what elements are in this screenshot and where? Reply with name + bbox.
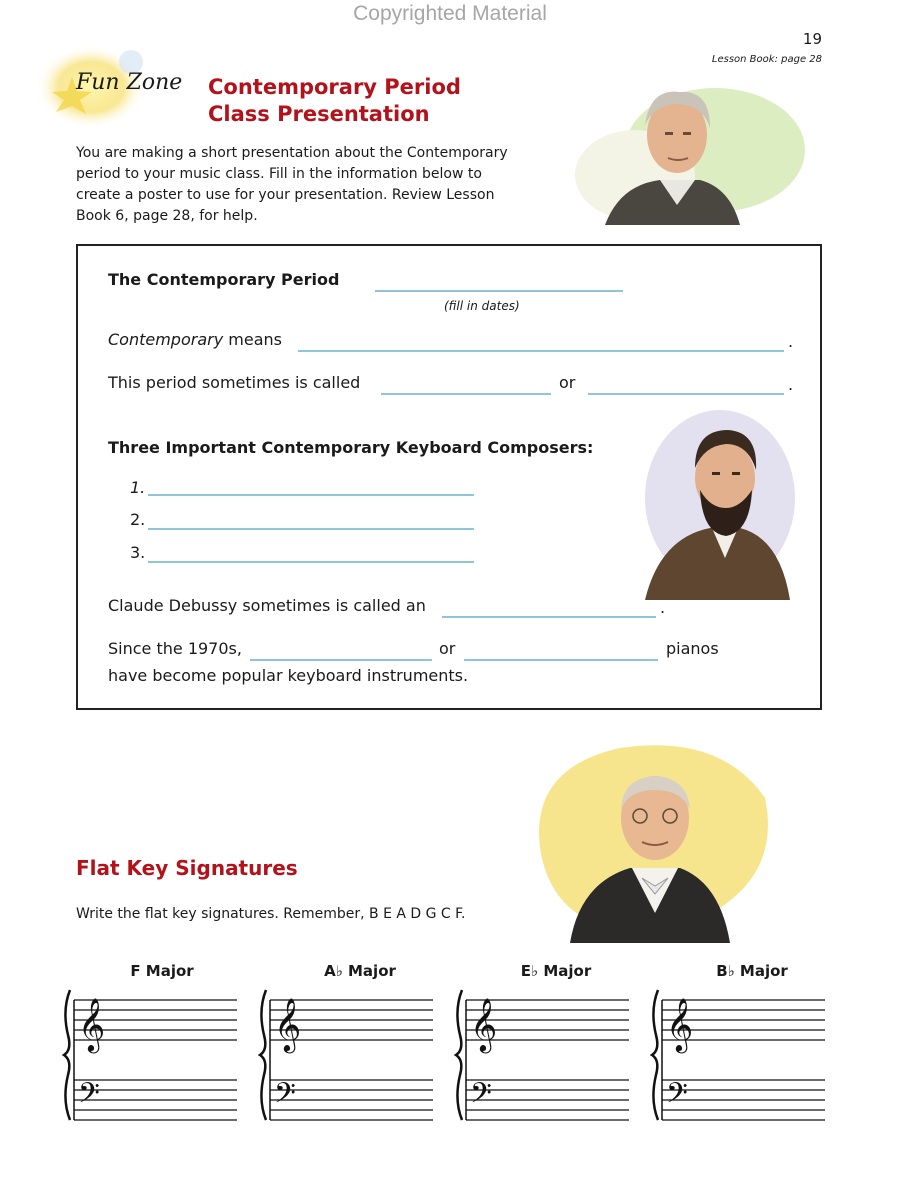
composer-portrait-1 bbox=[565, 80, 805, 225]
flat-keys-instruction: Write the flat key signatures. Remember, B E A D G C F. bbox=[76, 906, 466, 922]
poster-heading: The Contemporary Period bbox=[108, 270, 340, 289]
intro-line: Book 6, page 28, for help. bbox=[76, 208, 258, 224]
intro-paragraph bbox=[76, 143, 546, 227]
composer-number-3: 3. bbox=[130, 543, 146, 562]
section-title-flat-keys: Flat Key Signatures bbox=[76, 856, 298, 880]
dates-hint: (fill in dates) bbox=[444, 299, 520, 313]
composer-number-2: 2. bbox=[130, 510, 146, 529]
svg-text:𝄞: 𝄞 bbox=[78, 997, 106, 1051]
composer-blank-2[interactable] bbox=[148, 528, 474, 530]
period-mark: . bbox=[660, 598, 666, 617]
period-mark: . bbox=[788, 332, 794, 351]
intro-line: period to your music class. Fill in the information below to bbox=[76, 166, 482, 182]
lesson-book-reference: Lesson Book: page 28 bbox=[711, 54, 822, 65]
or-label: or bbox=[439, 639, 456, 658]
key-label-b-flat-major: B♭ Major bbox=[716, 962, 788, 980]
copyright-watermark: Copyrighted Material bbox=[353, 2, 547, 25]
intro-line: create a poster to use for your presentation. Review Lesson bbox=[76, 187, 495, 203]
svg-text:𝄞: 𝄞 bbox=[666, 997, 694, 1051]
composer-blank-1[interactable] bbox=[148, 494, 474, 496]
means-label bbox=[108, 330, 282, 349]
svg-text:𝄢: 𝄢 bbox=[666, 1077, 688, 1117]
debussy-label: Claude Debussy sometimes is called an bbox=[108, 596, 426, 615]
page-title bbox=[208, 74, 461, 128]
called-label: This period sometimes is called bbox=[108, 373, 361, 392]
since-label: Since the 1970s, bbox=[108, 639, 242, 658]
key-label-f-major: F Major bbox=[130, 962, 194, 980]
page-number: 19 bbox=[802, 30, 822, 48]
composer-portrait-2 bbox=[640, 408, 795, 600]
composer-blank-3[interactable] bbox=[148, 561, 474, 563]
svg-text:𝄢: 𝄢 bbox=[470, 1077, 492, 1117]
svg-text:𝄞: 𝄞 bbox=[470, 997, 498, 1051]
piano-type-blank-1[interactable] bbox=[250, 659, 432, 661]
called-blank-2[interactable] bbox=[588, 393, 784, 395]
grand-staff[interactable] bbox=[650, 980, 830, 1130]
means-rest: means bbox=[223, 330, 282, 349]
debussy-blank[interactable] bbox=[442, 616, 656, 618]
grand-staff[interactable] bbox=[62, 980, 242, 1130]
title-line-2: Class Presentation bbox=[208, 102, 430, 126]
composer-number-1: 1. bbox=[130, 478, 146, 497]
or-label: or bbox=[559, 373, 576, 392]
fun-zone-badge: Fun Zone bbox=[76, 70, 183, 95]
dates-blank[interactable] bbox=[375, 290, 623, 292]
svg-text:𝄢: 𝄢 bbox=[78, 1077, 100, 1117]
piano-type-blank-2[interactable] bbox=[464, 659, 658, 661]
grand-staff[interactable] bbox=[454, 980, 634, 1130]
composer-portrait-3 bbox=[520, 738, 780, 943]
composers-heading: Three Important Contemporary Keyboard Composers: bbox=[108, 438, 594, 457]
svg-text:𝄢: 𝄢 bbox=[274, 1077, 296, 1117]
last-line: have become popular keyboard instruments. bbox=[108, 666, 469, 685]
pianos-label: pianos bbox=[666, 639, 719, 658]
means-blank[interactable] bbox=[298, 350, 784, 352]
intro-line: You are making a short presentation about the Contemporary bbox=[76, 145, 508, 161]
means-word: Contemporary bbox=[108, 330, 224, 349]
called-blank-1[interactable] bbox=[381, 393, 551, 395]
title-line-1: Contemporary Period bbox=[208, 75, 461, 99]
key-label-a-flat-major: A♭ Major bbox=[324, 962, 396, 980]
key-label-e-flat-major: E♭ Major bbox=[520, 962, 592, 980]
period-mark: . bbox=[788, 375, 794, 394]
grand-staff[interactable] bbox=[258, 980, 438, 1130]
svg-text:𝄞: 𝄞 bbox=[274, 997, 302, 1051]
